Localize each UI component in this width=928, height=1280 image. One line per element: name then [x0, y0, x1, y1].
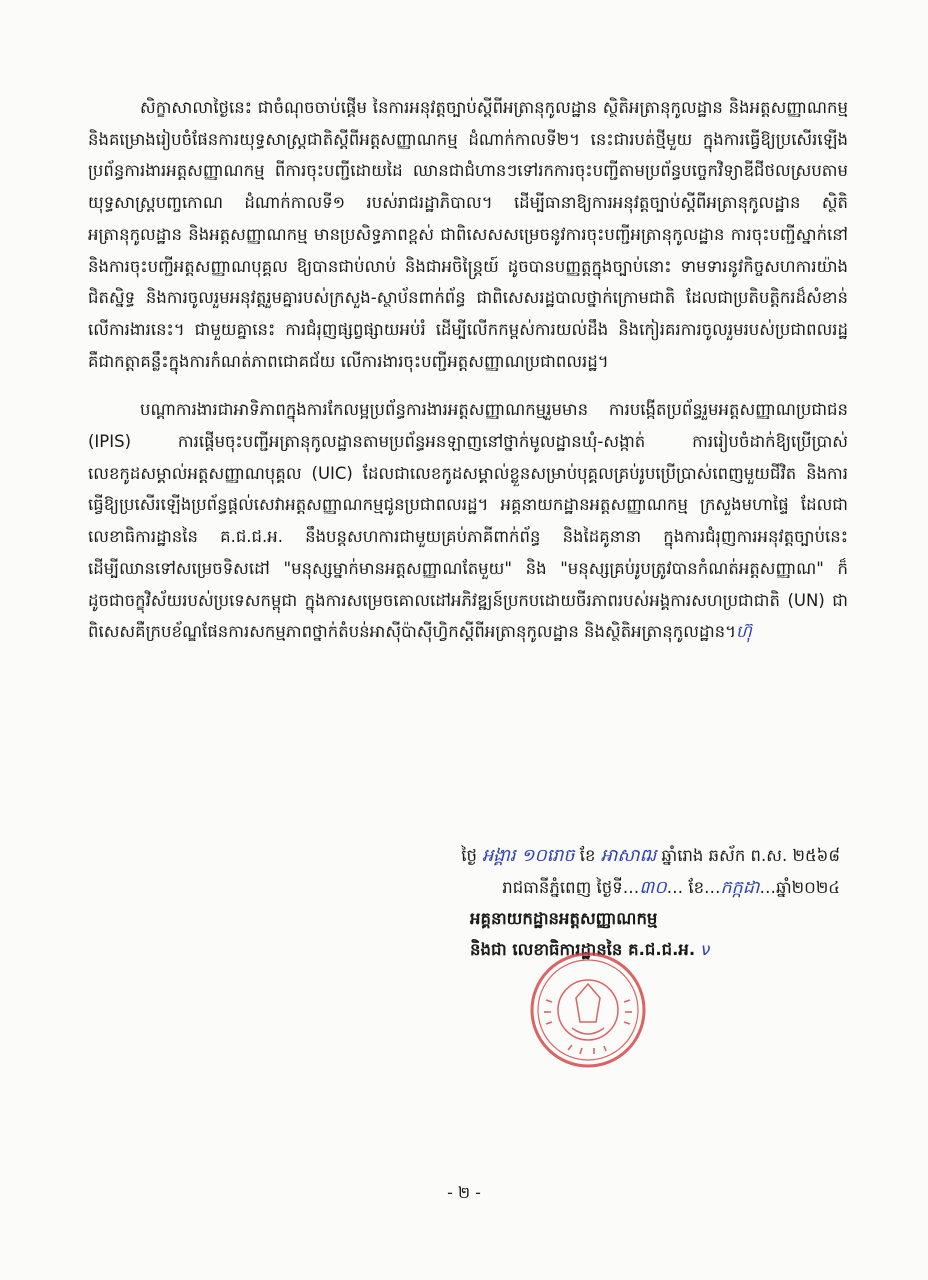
- date-block: [340, 840, 840, 904]
- signature-initial: ν: [701, 940, 711, 959]
- page-number: - ២ -: [447, 1183, 481, 1202]
- solar-date-line: រាជធានីភ្នំពេញ ថ្ងៃទី…៣០… ខែ…កក្កដា…ឆ្នាំ២០២៤: [502, 878, 840, 898]
- lunar-date-line: ថ្ងៃ អង្គារ ១០រោច ខែ អាសាឍ ឆ្នាំរោង ឆស័ក ព.ស. ២៥៦៨: [461, 846, 840, 866]
- handwritten-mark: ហ៊ុ: [736, 622, 752, 642]
- signatory-block: [470, 903, 830, 965]
- handwritten-date-month: កក្កដា: [720, 878, 760, 898]
- handwritten-month: អាសាឍ: [600, 846, 657, 866]
- handwritten-day: អង្គារ ១០រោច: [482, 846, 575, 866]
- paragraph-1: [88, 92, 848, 377]
- handwritten-date-day: ៣០: [639, 878, 667, 898]
- official-seal: [528, 950, 648, 1070]
- signatory-title: អគ្គនាយកដ្ឋានអត្តសញ្ញាណកម្ម: [470, 909, 658, 928]
- paragraph-2-text: បណ្ដាការងារជាអាទិភាពក្នុងការកែលម្អប្រព័ន្ធការងារអត្តសញ្ញាណកម្មរួមមាន ការបង្កើតប្រព័ន្ធរួមអត្តសញ្ញាណប្រជាជន (IPIS) ការផ្ដើមចុះបញ្ជីអត្រានុកូលដ្ឋានតាមប្រព័ន្ធអនឡាញនៅថ្នាក់មូលដ្ឋានឃុំ-សង្កាត់ ការរៀបចំដាក់ឱ្យប្រើប្រាស់លេខកូដសម្គាល់អត្តសញ្ញាណបុគ្គល (UIC) ដែលជាលេខកូដសម្គាល់ខ្លួនសម្រាប់បុគ្គលគ្រប់រូបប្រើប្រាស់ពេញមួយជីវិត និងការធ្វើឱ្យប្រសើរឡើងប្រព័ន្ធផ្ដល់សេវាអត្តសញ្ញាណកម្មជូនប្រជាពលរដ្ឋ។ អគ្គនាយកដ្ឋានអត្តសញ្ញាណកម្ម ក្រសួងមហាផ្ទៃ ដែលជាលេខាធិការដ្ឋាននៃ គ.ជ.ជ.អ. នឹងបន្តសហការជាមួយគ្រប់ភាគីពាក់ព័ន្ធ និងដៃគូនានា ក្នុងការជំរុញការអនុវត្តច្បាប់នេះ ដើម្បីឈានទៅសម្រេចទិសដៅ "មនុស្សម្នាក់មានអត្តសញ្ញាណតែមួយ" និង "មនុស្សគ្រប់រូបត្រូវបានកំណត់អត្តសញ្ញាណ" ក៏ដូចជាចក្ខុវិស័យរបស់ប្រទេសកម្ពុជា ក្នុងការសម្រេចគោលដៅអភិវឌ្ឍន៍ប្រកបដោយចីរភាពរបស់អង្គការសហប្រជាជាតិ (UN) ជាពិសេសគឺក្របខ័ណ្ឌផែនការសកម្មភាពថ្នាក់តំបន់អាស៊ីប៉ាស៊ីហ្វិកស្ដីពីអត្រានុកូលដ្ឋាន និងស្ថិតិអត្រានុកូលដ្ឋាន។: [88, 400, 848, 642]
- paragraph-1-text: សិក្ខាសាលាថ្ងៃនេះ ជាចំណុចចាប់ផ្ដើម នៃការអនុវត្តច្បាប់ស្ដីពីអត្រានុកូលដ្ឋាន ស្ថិតិអត្រានុកូលដ្ឋាន និងអត្តសញ្ញាណកម្ម និងគម្រោងរៀបចំផែនការយុទ្ធសាស្ត្រជាតិស្ដីពីអត្តសញ្ញាណកម្ម ដំណាក់កាលទី២។ នេះជារបត់ថ្មីមួយ ក្នុងការធ្វើឱ្យប្រសើរឡើងប្រព័ន្ធការងារអត្តសញ្ញាណកម្ម ពីការចុះបញ្ជីដោយដៃ ឈានជាជំហានៗទៅរកការចុះបញ្ជីតាមប្រព័ន្ធបច្ចេកវិទ្យាឌីជីថលស្របតាម យុទ្ធសាស្ត្របញ្ចកោណ ដំណាក់កាលទី១ របស់រាជរដ្ឋាភិបាល។ ដើម្បីធានាឱ្យការអនុវត្តច្បាប់ស្ដីពីអត្រានុកូលដ្ឋាន ស្ថិតិអត្រានុកូលដ្ឋាន និងអត្តសញ្ញាណកម្ម មានប្រសិទ្ធភាពខ្ពស់ ជាពិសេសសម្រេចនូវការចុះបញ្ជីអត្រានុកូលដ្ឋាន ការចុះបញ្ជីស្នាក់នៅ និងការចុះបញ្ជីអត្តសញ្ញាណបុគ្គល ឱ្យបានជាប់លាប់ និងជាអចិន្ត្រៃយ៍ ដូចបានបញ្ញត្តក្នុងច្បាប់នោះ ទាមទារនូវកិច្ចសហការយ៉ាងជិតស្និទ្ធ និងការចូលរួមអនុវត្តរួមគ្នារបស់ក្រសួង-ស្ថាប័នពាក់ព័ន្ធ ជាពិសេសរដ្ឋបាលថ្នាក់ក្រោមជាតិ ដែលជាប្រតិបត្តិករដ៏សំខាន់លើការងារនេះ។ ជាមួយគ្នានេះ ការជំរុញផ្សព្វផ្សាយអប់រំ ដើម្បីលើកកម្ពស់ការយល់ដឹង និងកៀរគរការចូលរួមរបស់ប្រជាពលរដ្ឋ គឺជាកត្តាគន្លឹះក្នុងការកំណត់ភាពជោគជ័យ លើការងារចុះបញ្ជីអត្តសញ្ញាណប្រជាពលរដ្ឋ។: [88, 98, 848, 371]
- paragraph-2: [88, 394, 848, 648]
- signatory-subtitle: និងជា លេខាធិការដ្ឋាននៃ គ.ជ.ជ.អ. ν: [470, 940, 711, 959]
- body-text: [88, 92, 848, 648]
